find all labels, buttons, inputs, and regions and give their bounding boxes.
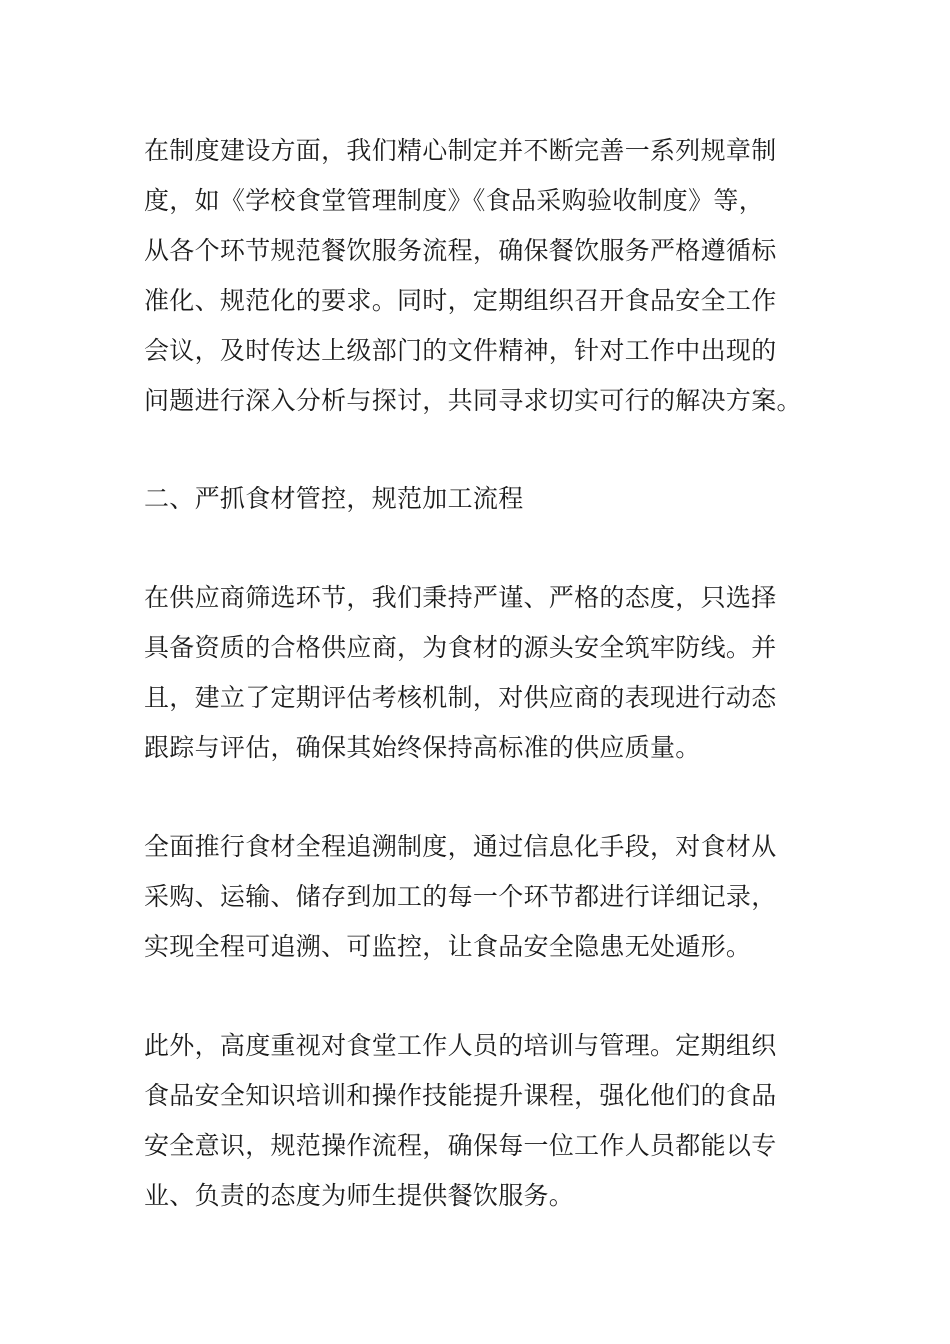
- text-line: 业、负责的态度为师生提供餐饮服务。: [144, 1181, 575, 1210]
- text-line: 跟踪与评估，确保其始终保持高标准的供应质量。: [144, 733, 701, 762]
- text-line: 会议，及时传达上级部门的文件精神，针对工作中出现的: [144, 336, 777, 365]
- text-line: 度，如《学校食堂管理制度》《食品采购验收制度》等，: [144, 186, 765, 215]
- paragraph-institutional-building: [144, 126, 814, 426]
- text-line: 食品安全知识培训和操作技能提升课程，强化他们的食品: [144, 1081, 777, 1110]
- text-line: 从各个环节规范餐饮服务流程，确保餐饮服务严格遵循标: [144, 236, 777, 265]
- section-heading-text: 二、严抓食材管控，规范加工流程: [144, 484, 524, 513]
- text-line: 且，建立了定期评估考核机制，对供应商的表现进行动态: [144, 683, 777, 712]
- text-line: 采购、运输、储存到加工的每一个环节都进行详细记录，: [144, 882, 777, 911]
- text-line: 问题进行深入分析与探讨，共同寻求切实可行的解决方案。: [144, 386, 802, 415]
- text-line: 安全意识，规范操作流程，确保每一位工作人员都能以专: [144, 1131, 777, 1160]
- text-line: 实现全程可追溯、可监控，让食品安全隐患无处遁形。: [144, 932, 752, 961]
- section-heading: [144, 474, 814, 524]
- text-line: 具备资质的合格供应商，为食材的源头安全筑牢防线。并: [144, 633, 777, 662]
- paragraph-supplier-selection: [144, 573, 814, 773]
- text-line: 在制度建设方面，我们精心制定并不断完善一系列规章制: [144, 136, 777, 165]
- paragraph-traceability: [144, 822, 814, 972]
- text-line: 此外，高度重视对食堂工作人员的培训与管理。定期组织: [144, 1031, 777, 1060]
- paragraph-staff-training: [144, 1021, 814, 1221]
- text-line: 在供应商筛选环节，我们秉持严谨、严格的态度，只选择: [144, 583, 777, 612]
- text-line: 全面推行食材全程追溯制度，通过信息化手段，对食材从: [144, 832, 777, 861]
- text-line: 准化、规范化的要求。同时，定期组织召开食品安全工作: [144, 286, 777, 315]
